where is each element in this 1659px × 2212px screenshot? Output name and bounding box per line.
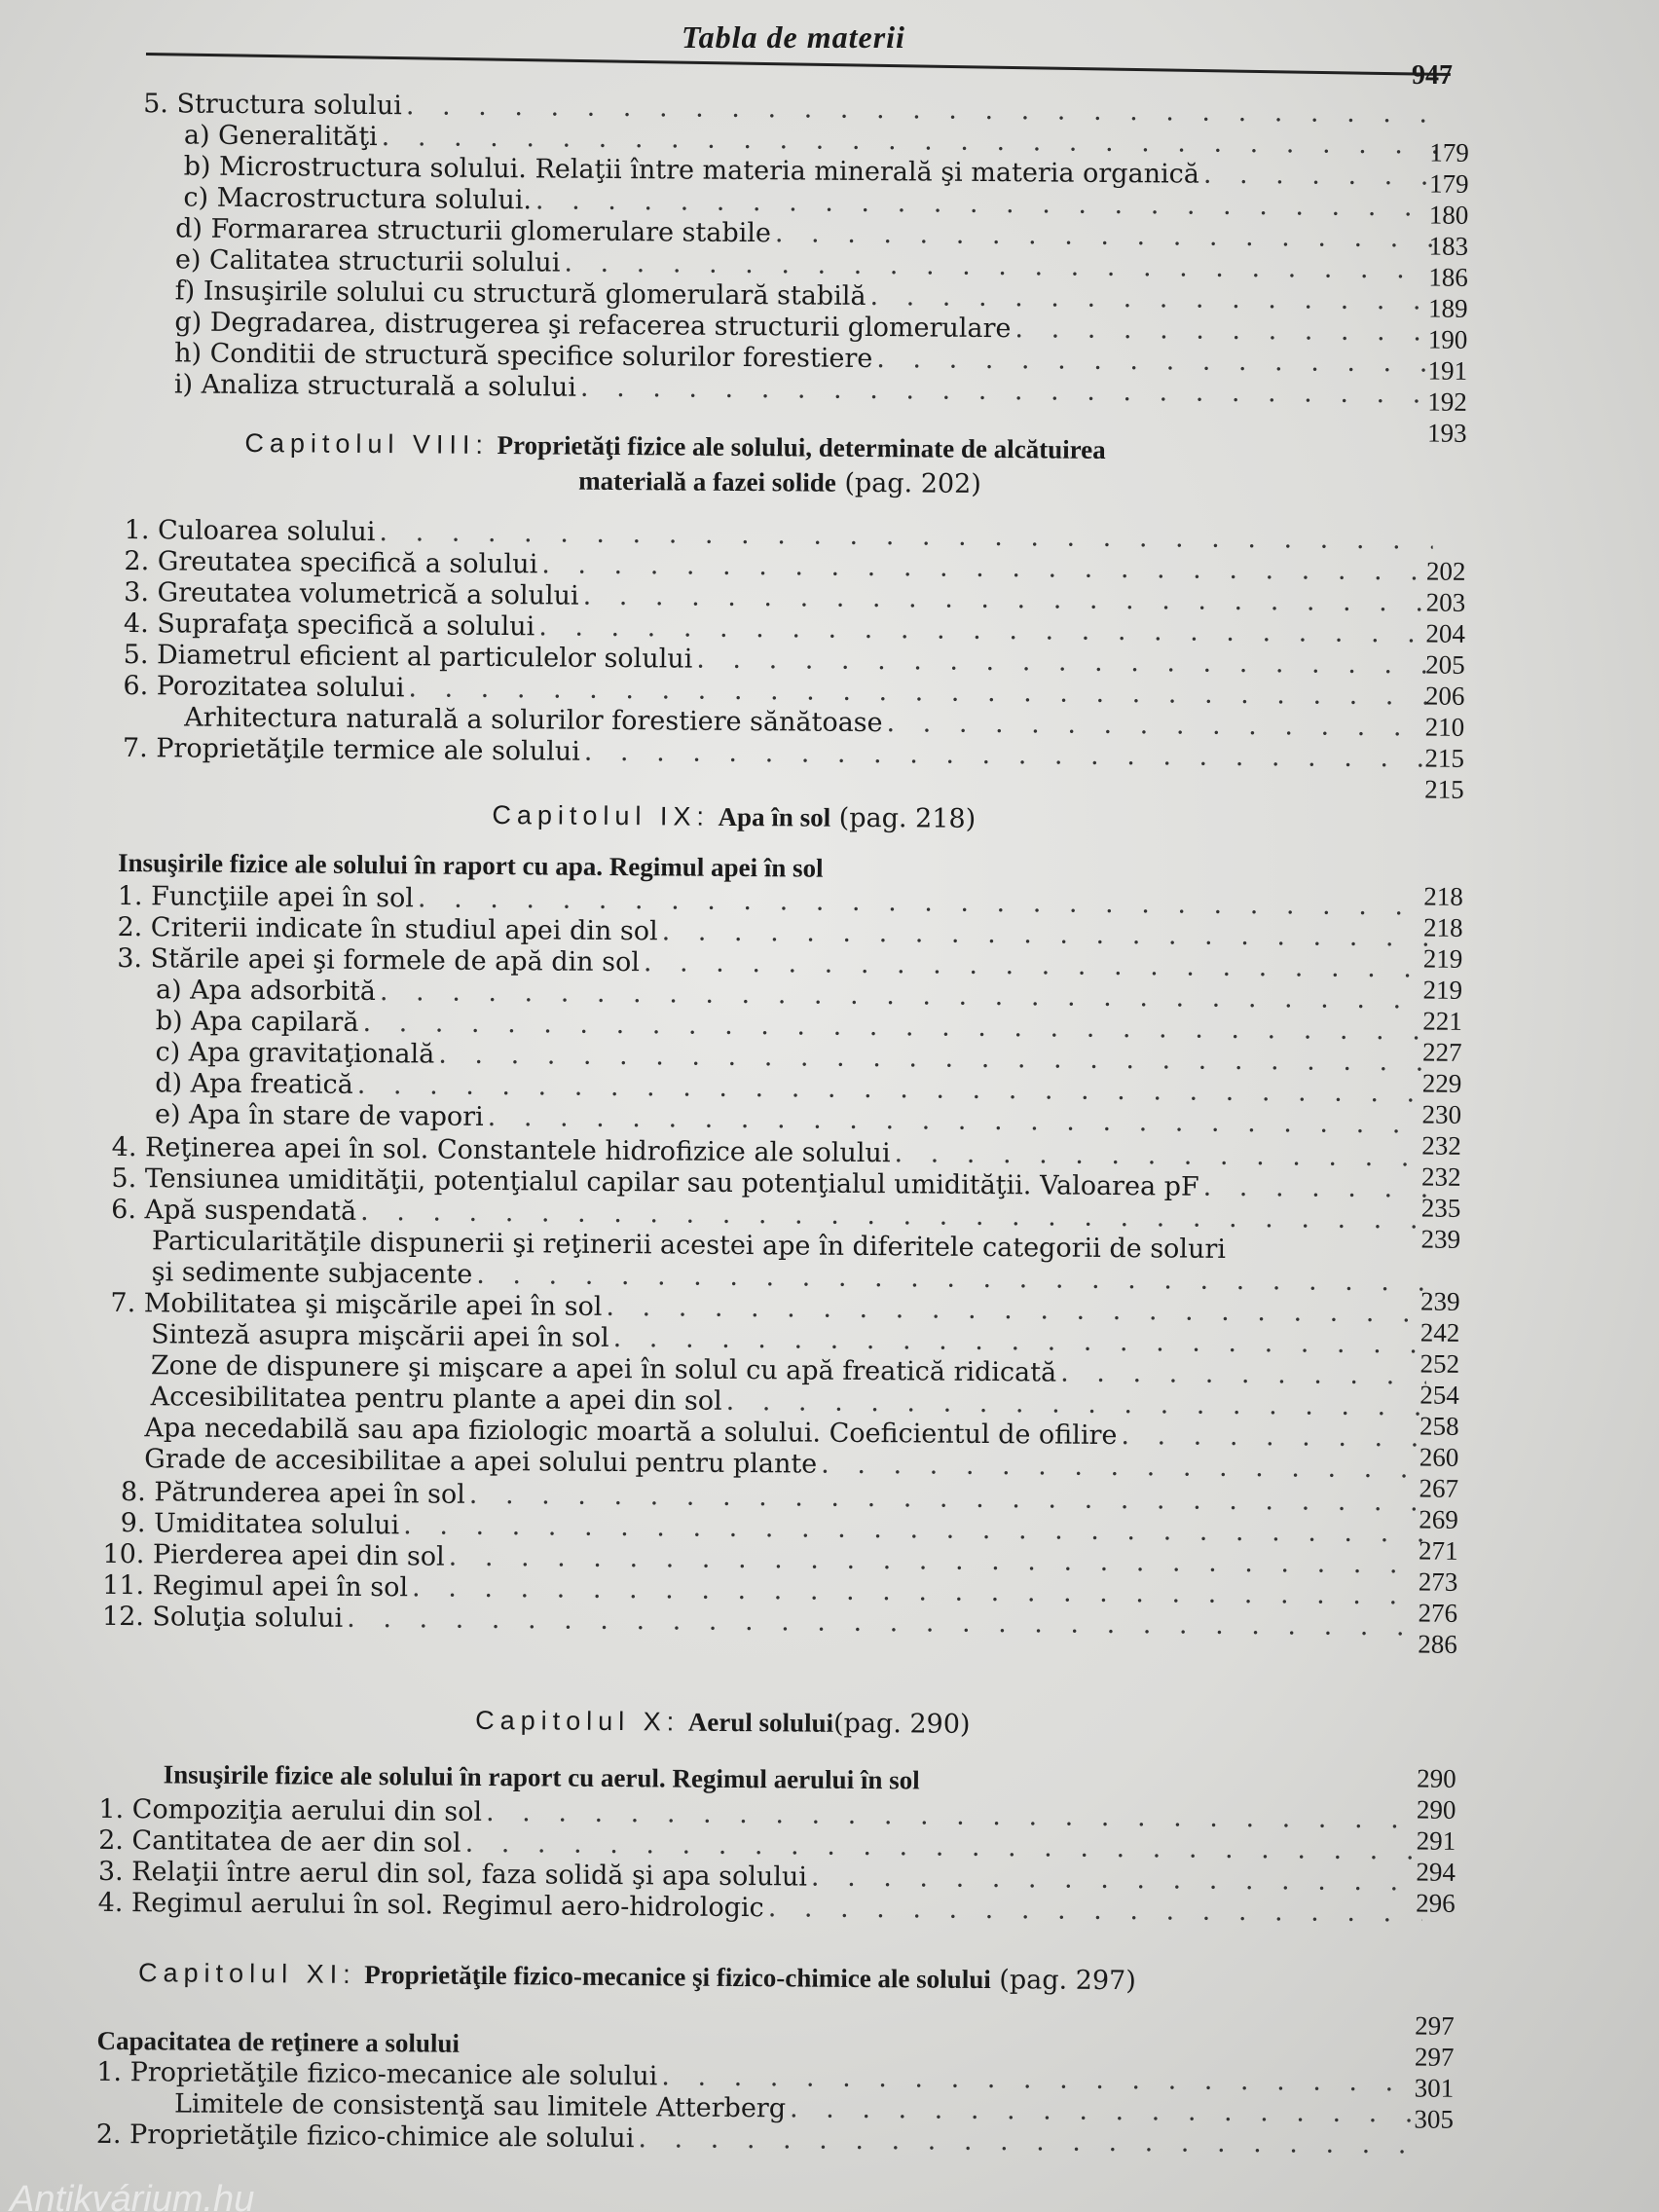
section-heading: Capacitatea de reţinere a solului (96, 2025, 461, 2058)
page-ref: 290 (1417, 1763, 1456, 1793)
toc-entry: 3. Relaţii între aerul din sol, faza solidă şi apa solului . . . (98, 1857, 1426, 1900)
toc-entry: c) Apa gravitaţională . . . (155, 1037, 1432, 1080)
page-ref: 227 (1421, 1037, 1462, 1067)
section-heading: Insuşirile fizice ale solului în raport cu aerul. Regimul aerului în sol (163, 1759, 920, 1795)
watermark: Antikvárium.hu (10, 2179, 255, 2212)
chapter-heading: Capitolul IX: Apa în sol (pag. 218) (492, 799, 977, 834)
page-ref: 232 (1420, 1161, 1461, 1192)
page-ref: 183 (1428, 231, 1469, 261)
page-ref: 215 (1424, 743, 1465, 773)
page-ref: 297 (1415, 2010, 1455, 2041)
page-ref: 254 (1419, 1380, 1459, 1410)
toc-entry: a) Apa adsorbită . . . (156, 975, 1433, 1017)
page-ref: 297 (1414, 2042, 1455, 2072)
toc-entry: 4. Regimul aerului în sol. Regimul aero-hidrologic . . . (98, 1888, 1426, 1932)
page-ref: 203 (1425, 587, 1466, 617)
page-ref: 190 (1427, 324, 1468, 354)
toc-entry: 1. Funcţiile apei în sol . . . (118, 881, 1434, 925)
page-ref: 296 (1416, 1888, 1456, 1918)
toc-entry: i) Analiza structurală a solului . . . (174, 369, 1438, 412)
toc-entry: 2. Greutatea specifică a solului . . . (124, 546, 1436, 590)
page-ref: 305 (1414, 2104, 1455, 2134)
toc-entry: 2. Criterii indicate în studiul apei din sol . . . (117, 912, 1433, 956)
toc-entry: 6. Porozitatea solului . . . (123, 671, 1435, 715)
toc-entry: e) Calitatea structurii solului . . . (175, 244, 1439, 287)
page-ref: 229 (1421, 1068, 1462, 1098)
toc-entry: a) Generalităţi . . . (184, 120, 1440, 163)
toc-entry: 2. Proprietăţile fizico-chimice ale solului . . . (96, 2120, 1424, 2163)
toc-entry: g) Degradarea, distrugerea şi refacerea structurii glomerulare . . . (174, 307, 1438, 350)
page-ref: 267 (1419, 1473, 1459, 1503)
page-ref: 192 (1427, 387, 1467, 417)
page-ref: 193 (1426, 418, 1467, 448)
page-ref: 290 (1416, 1794, 1456, 1825)
toc-entry: h) Conditii de structură specifice solurilor forestiere . . . (174, 338, 1438, 381)
toc-entry: 1. Culoarea solului . . . (125, 515, 1437, 559)
page-ref: 232 (1421, 1130, 1461, 1161)
page-ref: 219 (1422, 943, 1463, 974)
toc-entry: 3. Greutatea volumetrică a solului . . . (124, 577, 1436, 621)
page-ref: 205 (1425, 649, 1465, 680)
toc-entry: d) Formararea structurii glomerulare stabile . . . (175, 213, 1439, 256)
chapter-heading-continued: materială a fazei solide (pag. 202) (578, 465, 981, 499)
chapter-heading: Capitolul X: Aerul solului(pag. 290) (475, 1705, 971, 1740)
toc-entry: 4. Reţinerea apei în sol. Constantele hidrofizice ale solului . . . (112, 1132, 1432, 1176)
toc-entry: 7. Mobilitatea şi mişcările apei în sol . . . (110, 1288, 1430, 1332)
toc-entry: 5. Tensiunea umidităţii, potenţialul capilar sau potenţialul umidităţii. Valoarea pF . . . (111, 1163, 1431, 1207)
page-ref: 260 (1419, 1442, 1459, 1472)
toc-entry: 7. Proprietăţile termice ale solului . . . (123, 733, 1435, 777)
toc-entry: b) Microstructura solului. Relaţii între materia minerală şi materia organică . . . (184, 151, 1440, 194)
toc-entry: Apa necedabilă sau apa fiziologic moartă a solului. Coeficientul de ofilire . . . (144, 1413, 1429, 1456)
page-ref: 235 (1420, 1193, 1461, 1223)
toc-entry: 3. Stările apei şi formele de apă din sol . . . (117, 943, 1433, 987)
page-ref: 186 (1428, 262, 1468, 292)
page-ref: 191 (1427, 355, 1468, 386)
page-ref: 258 (1419, 1411, 1459, 1441)
page-ref: 273 (1418, 1567, 1458, 1597)
toc-entry: Limitele de consistenţă sau limitele Atterberg . . . (174, 2088, 1424, 2131)
toc-entry: b) Apa capilară . . . (156, 1006, 1433, 1049)
toc-entry: Grade de accesibilitae a apei solului pentru plante . . . (144, 1444, 1429, 1487)
toc-entry: Accesibilitatea pentru plante a apei din sol . . . (151, 1382, 1430, 1424)
toc-entry: 1. Proprietăţile fizico-mecanice ale solului . . . (96, 2057, 1424, 2101)
page-ref: 218 (1422, 912, 1463, 942)
page-number: 947 (1412, 60, 1453, 91)
page-ref: 239 (1420, 1224, 1461, 1254)
page-ref: 179 (1428, 168, 1469, 199)
toc-entry: Arhitectura naturală a solurilor forestiere sănătoase . . . (184, 703, 1435, 746)
page-ref: 204 (1425, 618, 1466, 648)
toc-entry: d) Apa freatică . . . (155, 1068, 1432, 1111)
page-ref: 276 (1418, 1598, 1458, 1628)
page-ref: 202 (1425, 556, 1466, 586)
toc-entry: e) Apa în stare de vapori . . . (155, 1099, 1432, 1142)
page-ref: 219 (1422, 975, 1463, 1005)
page-ref: 269 (1419, 1504, 1458, 1534)
toc-entry: 9. Umiditatea solului . . . (121, 1508, 1429, 1552)
page-ref: 215 (1424, 774, 1464, 804)
toc-entry: Zone de dispunere şi mişcare a apei în solul cu apă freatică ridicată . . . (151, 1350, 1430, 1393)
toc-entry: 1. Compoziţia aerului din sol . . . (98, 1794, 1426, 1838)
page-ref: 294 (1416, 1857, 1456, 1887)
toc-entry: şi sedimente subjacente . . . (152, 1257, 1431, 1300)
page-ref: 210 (1424, 712, 1465, 742)
page-ref: 271 (1418, 1535, 1458, 1566)
page-ref: 286 (1418, 1629, 1457, 1659)
toc-entry: 5. Diametrul eficient al particulelor solului . . . (124, 640, 1436, 683)
toc-entry: Sinteză asupra mişcării apei în sol . . . (151, 1319, 1430, 1362)
page-ref: 242 (1419, 1317, 1460, 1347)
page-ref: 218 (1423, 881, 1463, 911)
section-heading: Insuşirile fizice ale solului în raport cu apa. Regimul apei în sol (117, 847, 824, 883)
page-ref: 239 (1419, 1286, 1460, 1316)
toc-entry: 11. Regimul apei în sol . . . (102, 1570, 1428, 1614)
toc-entry: 2. Cantitatea de aer din sol . . . (98, 1825, 1426, 1869)
page-ref: 301 (1414, 2073, 1455, 2103)
page-ref: 206 (1424, 681, 1465, 711)
page-ref: 189 (1427, 293, 1468, 323)
page-ref: 179 (1429, 137, 1469, 167)
chapter-heading: Capitolul XI: Proprietăţile fizico-mecanice şi fizico-chimice ale solului (pag. 297) (137, 1958, 1136, 1997)
page-ref: 291 (1416, 1825, 1456, 1856)
page-ref: 180 (1428, 200, 1469, 230)
toc-entry: 6. Apă suspendată . . . (111, 1195, 1431, 1238)
running-header-title: Tabla de materii (682, 19, 905, 55)
toc-entry: 10. Pierderea apei din sol . . . (102, 1539, 1428, 1583)
toc-entry: c) Macrostructura solului. . . . (183, 182, 1439, 225)
chapter-heading: Capitolul VIII: Proprietăţi fizice ale solului, determinate de alcătuirea (244, 427, 1106, 464)
toc-entry: 12. Soluţia solului . . . (102, 1602, 1428, 1645)
toc-entry: Particularităţile dispunerii şi reţinerii acestei ape în diferitele categorii de soluri (151, 1226, 1227, 1265)
page-ref: 221 (1422, 1006, 1462, 1036)
toc-entry: 4. Suprafaţa specifică a solului . . . (124, 608, 1436, 652)
page-ref: 230 (1421, 1099, 1462, 1129)
toc-entry: f) Insuşirile solului cu structură glomerulară stabilă . . . (175, 276, 1439, 318)
toc-entry: 5. Structura solului . . . (143, 89, 1438, 131)
toc-entry: 8. Pătrunderea apei în sol . . . (121, 1477, 1429, 1521)
page-ref: 252 (1419, 1348, 1460, 1379)
